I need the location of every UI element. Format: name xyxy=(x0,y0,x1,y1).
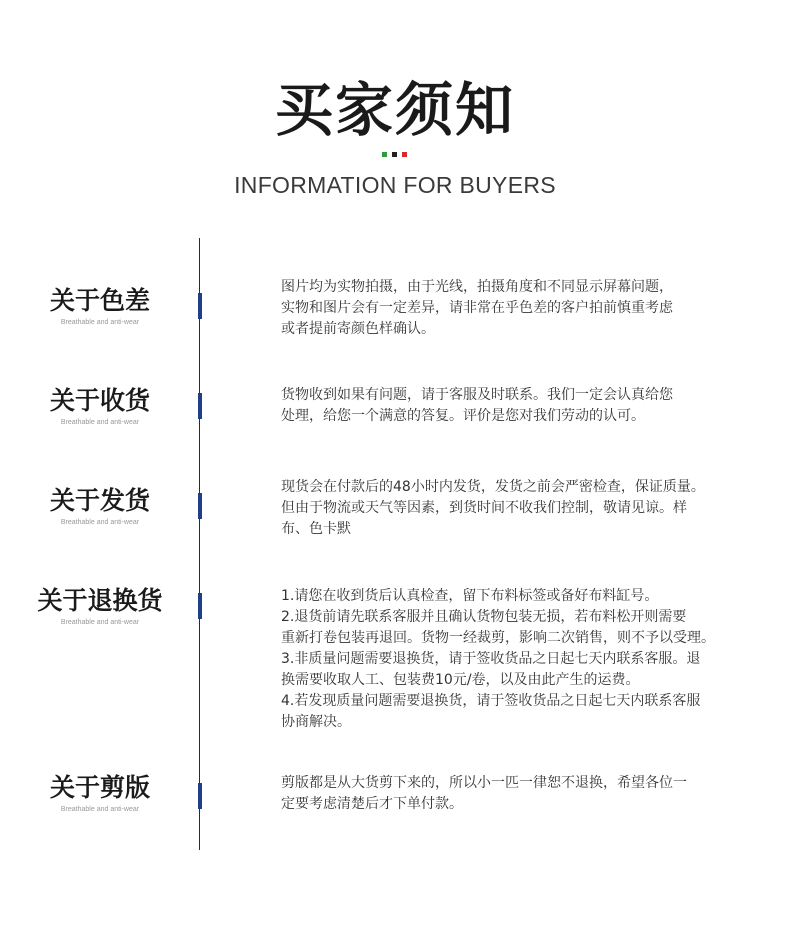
decorative-dots xyxy=(382,152,407,157)
body-line: 1.请您在收到货后认真检查，留下布料标签或备好布料缸号。 xyxy=(281,588,659,604)
section-title: 关于发货 xyxy=(49,486,150,515)
page-subtitle: INFORMATION FOR BUYERS xyxy=(234,172,556,198)
section-subtitle: Breathable and anti-wear xyxy=(60,419,140,426)
timeline-divider xyxy=(199,238,200,850)
section-subtitle: Breathable and anti-wear xyxy=(60,806,140,813)
section-body xyxy=(281,477,781,540)
body-line: 2.退货前请先联系客服并且确认货物包装无损，若布料松开则需要 xyxy=(281,609,687,625)
body-line: 重新打卷包装再退回。货物一经裁剪，影响二次销售，则不予以受理。 xyxy=(281,630,715,646)
section-title: 关于收货 xyxy=(49,386,150,415)
body-line: 4.若发现质量问题需要退换货，请于签收货品之日起七天内联系客服 xyxy=(281,693,701,709)
green-dot xyxy=(382,152,387,157)
body-line: 处理，给您一个满意的答复。评价是您对我们劳动的认可。 xyxy=(281,408,645,424)
section-body xyxy=(281,773,781,815)
black-dot xyxy=(392,152,397,157)
section-body xyxy=(281,277,781,340)
section-title: 关于色差 xyxy=(49,286,150,315)
body-line: 但由于物流或天气等因素，到货时间不收我们控制，敬请见谅。样 xyxy=(281,500,687,516)
body-line: 换需要收取人工、包装费10元/卷，以及由此产生的运费。 xyxy=(281,672,640,688)
body-line: 3.非质量问题需要退换货，请于签收货品之日起七天内联系客服。退 xyxy=(281,651,701,667)
section-subtitle: Breathable and anti-wear xyxy=(60,619,140,626)
section-marker xyxy=(198,293,202,319)
body-line: 图片均为实物拍摄，由于光线，拍摄角度和不同显示屏幕问题， xyxy=(281,279,673,295)
section-body xyxy=(281,385,781,427)
section-marker xyxy=(198,783,202,809)
body-line: 货物收到如果有问题，请于客服及时联系。我们一定会认真给您 xyxy=(281,387,673,403)
body-line: 定要考虑清楚后才下单付款。 xyxy=(281,796,463,812)
section-subtitle: Breathable and anti-wear xyxy=(60,319,140,326)
section-body xyxy=(281,586,781,733)
body-line: 剪版都是从大货剪下来的，所以小一匹一律恕不退换，希望各位一 xyxy=(281,775,687,791)
body-line: 布、色卡默 xyxy=(281,521,351,537)
body-line: 协商解决。 xyxy=(281,714,351,730)
body-line: 现货会在付款后的48小时内发货，发货之前会严密检查，保证质量。 xyxy=(281,479,705,495)
section-marker xyxy=(198,593,202,619)
section-title: 关于退换货 xyxy=(37,586,163,615)
body-line: 实物和图片会有一定差异，请非常在乎色差的客户拍前慎重考虑 xyxy=(281,300,673,316)
section-marker xyxy=(198,393,202,419)
section-marker xyxy=(198,493,202,519)
red-dot xyxy=(402,152,407,157)
body-line: 或者提前寄颜色样确认。 xyxy=(281,321,435,337)
section-subtitle: Breathable and anti-wear xyxy=(60,519,140,526)
section-title: 关于剪版 xyxy=(49,773,150,802)
page-title: 买家须知 xyxy=(274,76,515,144)
